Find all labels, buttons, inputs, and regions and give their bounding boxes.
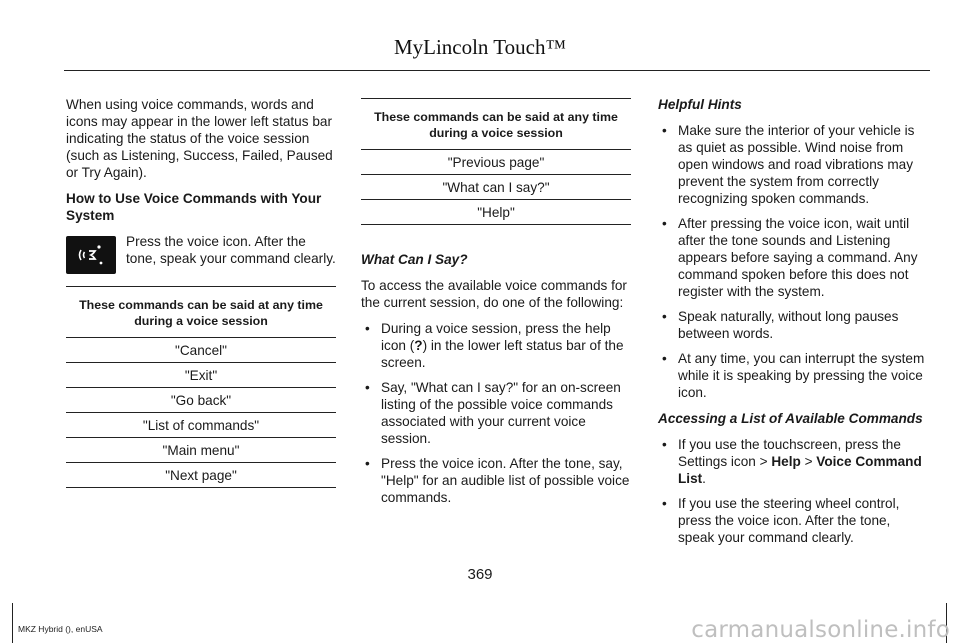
- table-header: These commands can be said at any time during a voice session: [361, 99, 631, 150]
- column-middle: [361, 96, 631, 515]
- table-cell: "List of commands": [66, 413, 336, 438]
- list-item: • At any time, you can interrupt the system while it is speaking by pressing the voice icon.: [658, 350, 930, 401]
- table-cell: "Previous page": [361, 150, 631, 175]
- table-cell: "Next page": [66, 463, 336, 488]
- column-right: [658, 96, 930, 555]
- section-heading-helpful-hints: Helpful Hints: [658, 97, 742, 112]
- commands-table-1: [66, 286, 336, 488]
- list-item: • Speak naturally, without long pauses between words.: [658, 308, 930, 342]
- table-cell: "What can I say?": [361, 175, 631, 200]
- column-left: [66, 96, 336, 514]
- table-row: [66, 438, 336, 463]
- list-item: • Say, "What can I say?" for an on-screen listing of the possible voice commands associated with your current voice session.: [361, 379, 631, 447]
- page-number: 369: [467, 566, 493, 583]
- list-item: • Make sure the interior of your vehicle is as quiet as possible. Wind noise from open windows and road vibrations may prevent the system from correctly recognizing spoken commands.: [658, 122, 930, 207]
- section-heading-how-to-use: How to Use Voice Commands with Your System: [66, 191, 322, 223]
- section-heading-accessing-list: Accessing a List of Available Commands: [658, 411, 923, 426]
- table-row: [361, 200, 631, 225]
- list-item: • Press the voice icon. After the tone, say, "Help" for an audible list of possible voice commands.: [361, 455, 631, 506]
- section-heading-what-can-i-say: What Can I Say?: [361, 252, 468, 267]
- table-header: These commands can be said at any time during a voice session: [66, 287, 336, 338]
- accessing-commands-list: [658, 436, 930, 546]
- commands-table-2: [361, 98, 631, 225]
- document-id: MKZ Hybrid (), enUSA: [18, 624, 103, 634]
- crop-mark-left: [12, 603, 13, 643]
- table-cell: "Go back": [66, 388, 336, 413]
- list-item: • After pressing the voice icon, wait until after the tone sounds and Listening appears before saying a command. Any command spoken before this does not register with the system.: [658, 215, 930, 300]
- table-row: [66, 463, 336, 488]
- list-item: • If you use the touchscreen, press the Settings icon > Help > Voice Command List.: [658, 436, 930, 487]
- table-cell: "Exit": [66, 363, 336, 388]
- help-icon-glyph: ?: [414, 338, 423, 353]
- table-row: [66, 338, 336, 363]
- what-can-i-say-list: [361, 320, 631, 506]
- table-cell: "Help": [361, 200, 631, 225]
- table-row: [66, 413, 336, 438]
- helpful-hints-list: [658, 122, 930, 401]
- table-cell: "Cancel": [66, 338, 336, 363]
- intro-paragraph: When using voice commands, words and icons may appear in the lower left status bar indicating the status of the voice session (such as Listening, Success, Failed, Paused or Try Again).: [66, 97, 333, 180]
- page-header-title: MyLincoln Touch™: [393, 35, 567, 59]
- voice-command-icon: [66, 236, 116, 274]
- what-can-i-say-intro: To access the available voice commands for the current session, do one of the following:: [361, 278, 627, 310]
- table-row: [66, 363, 336, 388]
- table-row: [66, 388, 336, 413]
- list-item: • If you use the steering wheel control, press the voice icon. After the tone, speak your command clearly.: [658, 495, 930, 546]
- watermark: carmanualsonline.info: [691, 617, 950, 643]
- list-item: • During a voice session, press the help icon (?) in the lower left status bar of the screen.: [361, 320, 631, 371]
- table-row: [361, 150, 631, 175]
- voice-icon-text: Press the voice icon. After the tone, speak your command clearly.: [126, 234, 336, 266]
- table-cell: "Main menu": [66, 438, 336, 463]
- table-row: [361, 175, 631, 200]
- voice-icon-instruction: [66, 233, 336, 274]
- header-divider: [64, 70, 930, 71]
